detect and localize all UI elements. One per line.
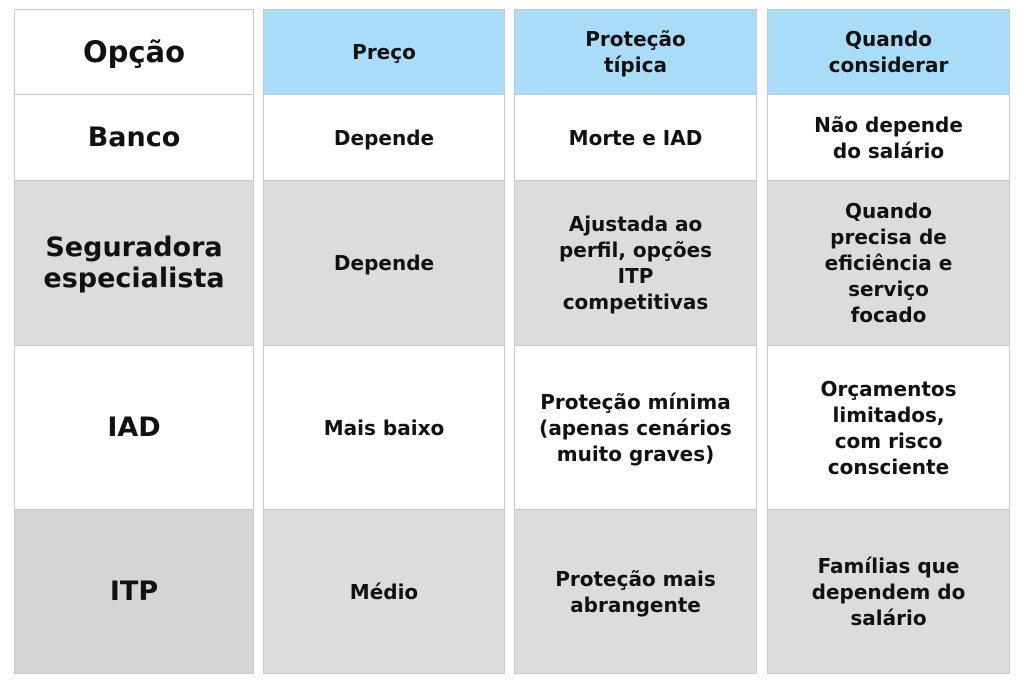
when-cell: Não depende do salário — [767, 95, 1010, 181]
when-cell: Famílias que dependem do salário — [767, 510, 1010, 674]
when-column — [767, 9, 1010, 674]
price-cell: Médio — [263, 510, 505, 674]
column-header-protection: Proteção típica — [514, 9, 757, 95]
price-cell: Depende — [263, 95, 505, 181]
protection-cell: Morte e IAD — [514, 95, 757, 181]
row-label-itp: ITP — [14, 510, 254, 674]
when-cell: Orçamentos limitados, com risco consciente — [767, 346, 1010, 510]
price-column — [263, 9, 505, 674]
protection-cell: Ajustada ao perfil, opções ITP competitivas — [514, 181, 757, 346]
protection-column — [514, 9, 757, 674]
price-cell: Depende — [263, 181, 505, 346]
protection-cell: Proteção mínima (apenas cenários muito graves) — [514, 346, 757, 510]
protection-cell: Proteção mais abrangente — [514, 510, 757, 674]
row-label-iad: IAD — [14, 346, 254, 510]
option-column — [14, 9, 254, 674]
column-header-option: Opção — [14, 9, 254, 95]
when-cell: Quando precisa de eficiência e serviço focado — [767, 181, 1010, 346]
price-cell: Mais baixo — [263, 346, 505, 510]
column-header-when: Quando considerar — [767, 9, 1010, 95]
row-label-seguradora: Seguradora especialista — [14, 181, 254, 346]
row-label-banco: Banco — [14, 95, 254, 181]
column-header-price: Preço — [263, 9, 505, 95]
